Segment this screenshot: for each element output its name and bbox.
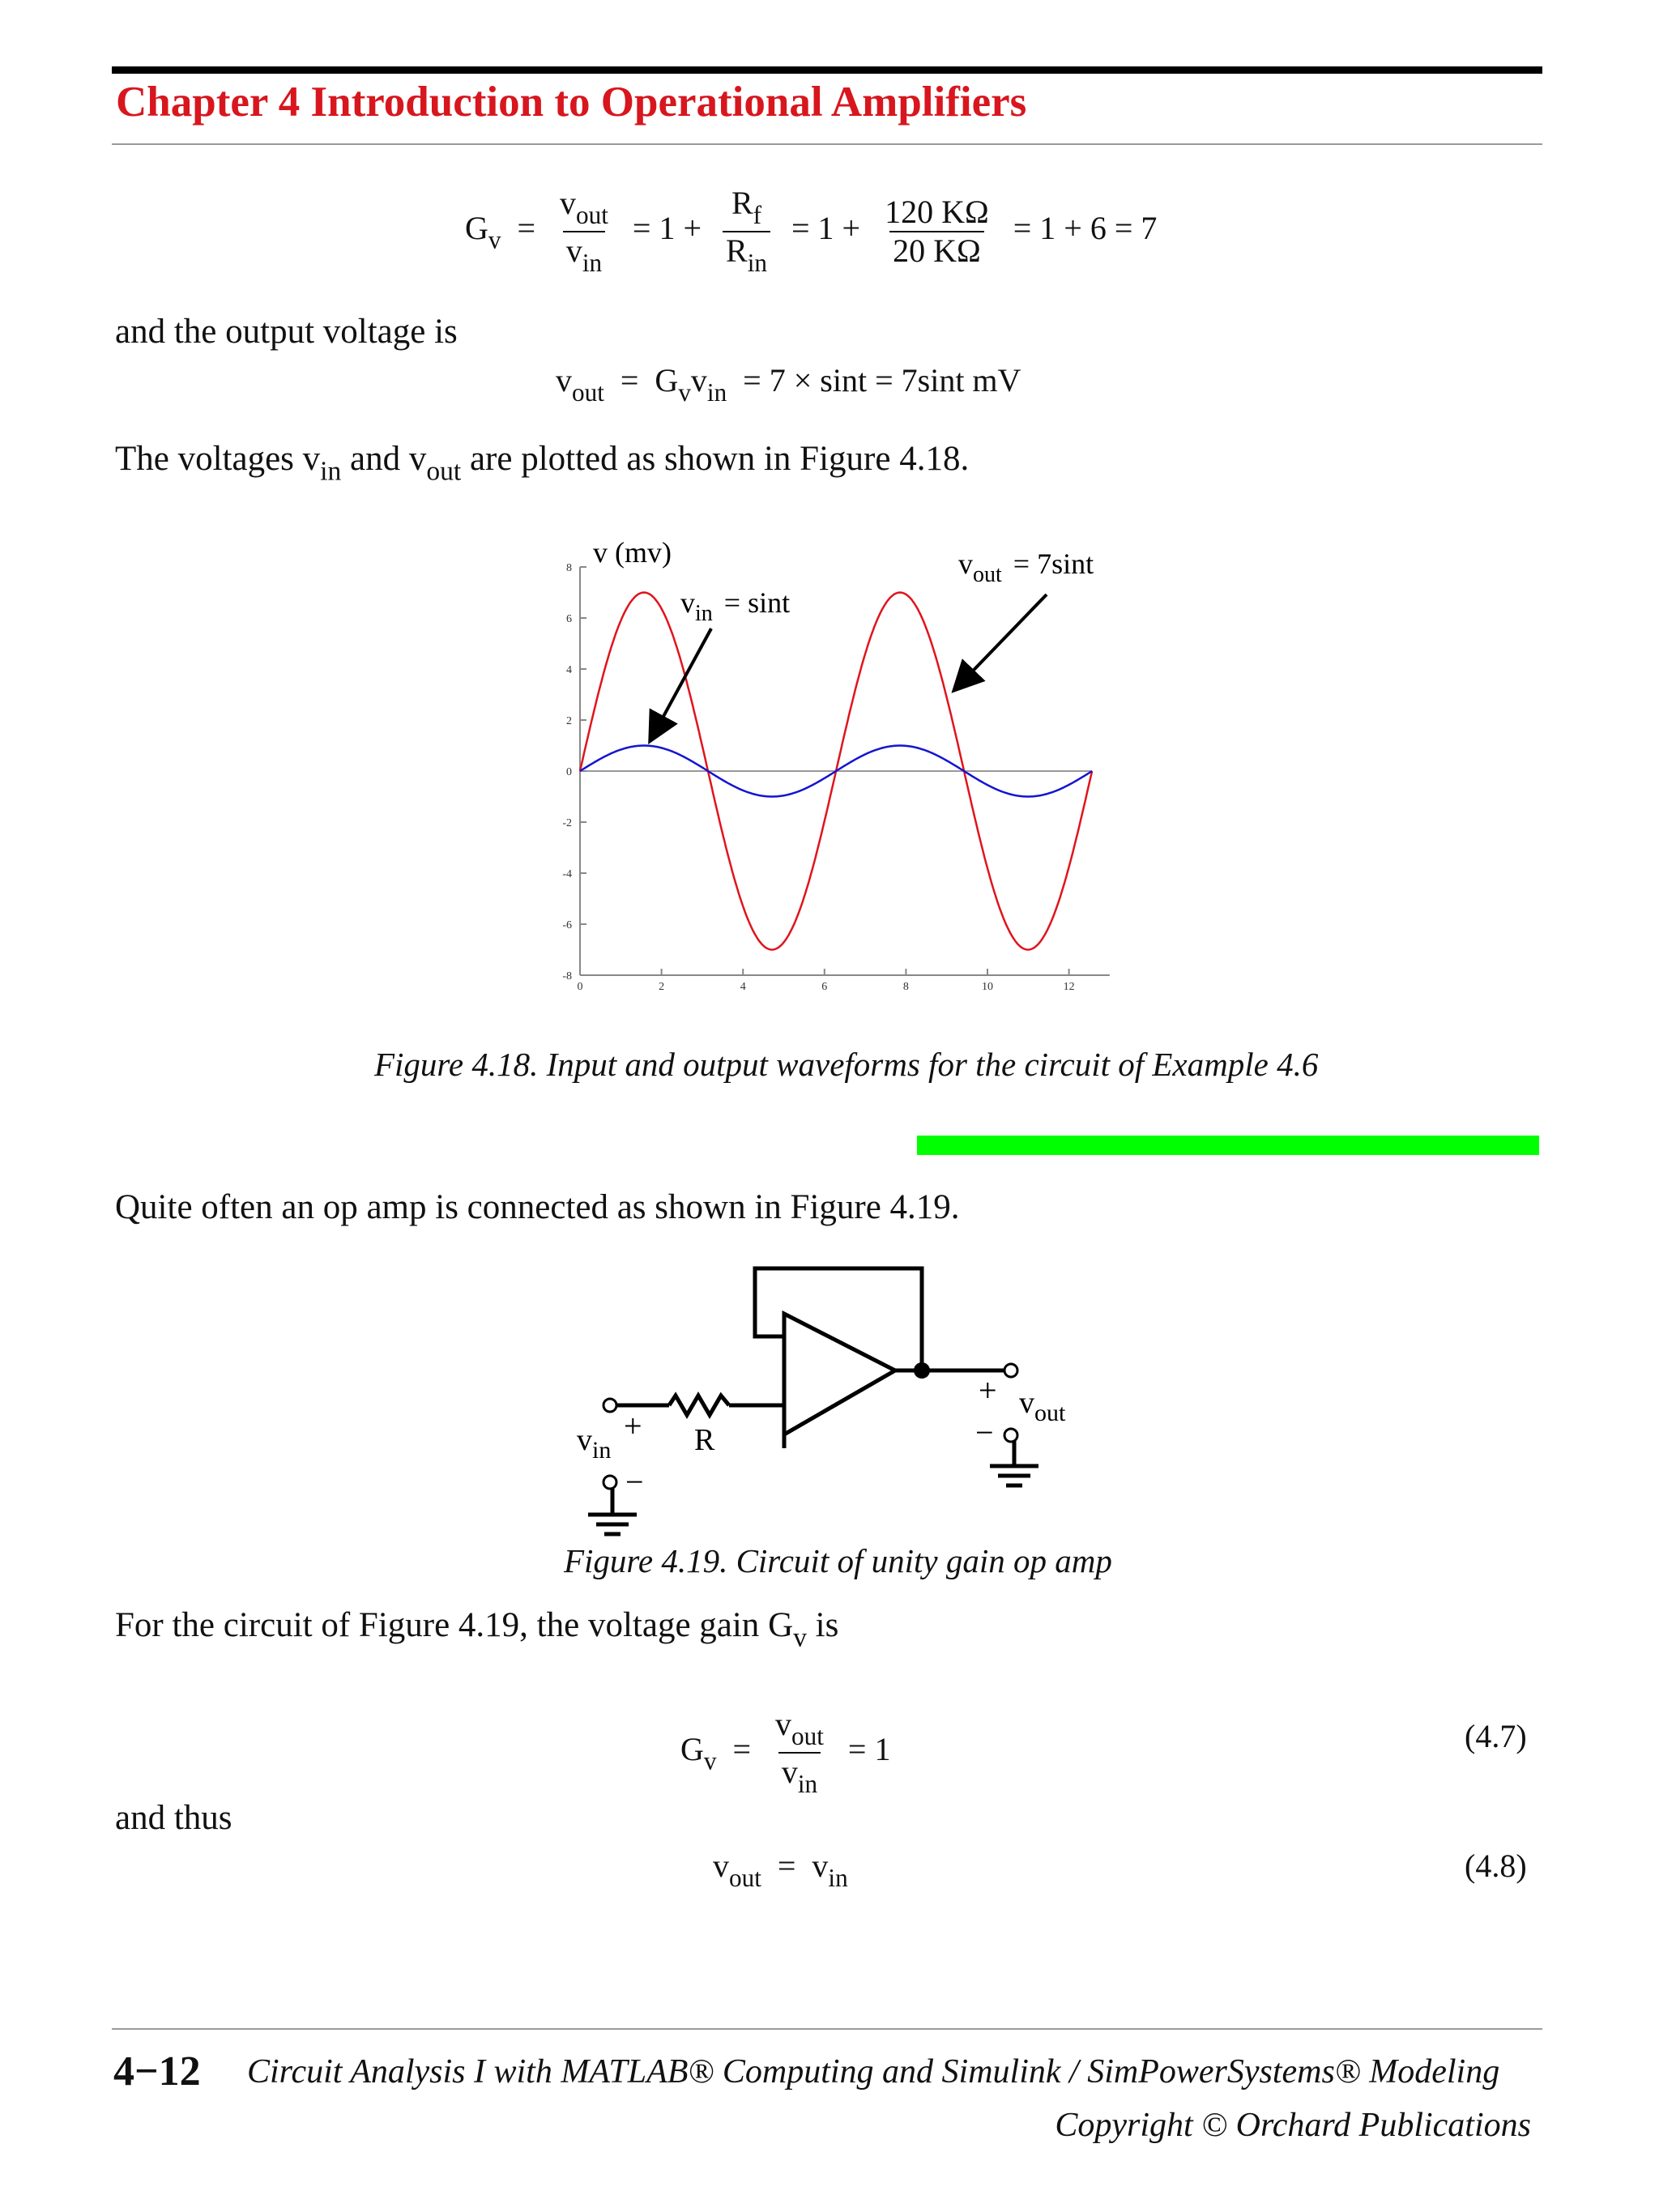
copyright-line: Copyright © Orchard Publications [1055,2107,1531,2144]
vin-minus-terminal [603,1476,616,1489]
vout-series-label: $v_{out} = 7\sin t$ [958,548,1094,587]
output-minus-sign: − [975,1414,994,1451]
y-tick-label: -4 [562,868,572,880]
page-number: 4−12 [113,2048,201,2095]
vin-series-label: $v_{in} = \sin t$ [680,586,791,626]
vout-calculation-equation: $v_{out} = G_vv_{in} = 7 \times \sin t = 7\sin t$ mV [556,362,1021,407]
chapter-title: Chapter 4 Introduction to Operational Amplifiers [116,79,1027,126]
equation-4-8: $v_{out} = v_{in}$ [713,1848,848,1892]
y-tick-label: -6 [562,919,572,931]
y-axis-label: v (mv) [593,536,672,569]
equation-4-7-number: (4.7) [1465,1718,1527,1754]
resistor-r [669,1396,729,1415]
vin-plus-terminal [603,1399,616,1412]
x-tick-label: 12 [1063,981,1075,993]
gain-calculation-equation: $G_v$ = $\frac{v_{out}}{v_{in}}$ = 1 + $\frac{R_f}{R_{in}}$ = 1 + $\frac{120 K\Omega}{20 K\Omega}$ = 1 + 6 = 7 [465,185,1158,277]
output-plus-sign: + [979,1372,997,1409]
y-tick-label: 2 [566,715,572,727]
x-tick-label: 4 [740,981,746,993]
x-tick-label: 10 [982,981,993,993]
resistor-label: R [694,1423,715,1457]
y-tick-label: -2 [562,817,572,829]
x-tick-label: 8 [902,981,909,993]
figure-4-18-caption: Figure 4.18. Input and output waveforms for the circuit of Example 4.6 [374,1046,1319,1083]
x-tick-label: 0 [577,981,583,993]
y-tick-label: -8 [562,970,572,982]
vout-label: $v_{out}$ [1019,1386,1066,1426]
input-plus-sign: + [624,1408,642,1444]
vout-minus-terminal [1004,1429,1017,1442]
op-amp-triangle [784,1314,895,1434]
and-thus-text: and thus [115,1799,232,1837]
equation-4-8-number: (4.8) [1465,1848,1527,1884]
x-tick-label: 6 [821,981,828,993]
for-circuit-sentence: For the circuit of Figure 4.19, the voltage gain $G_v$ is [115,1606,839,1653]
footer-divider [112,2028,1542,2030]
x-tick-label: 2 [659,981,665,993]
vin-label: $v_{in}$ [577,1423,612,1464]
quite-often-sentence: Quite often an op amp is connected as shown in Figure 4.19. [115,1188,960,1226]
y-tick-label: 4 [566,664,572,676]
output-voltage-intro: and the output voltage is [115,313,458,351]
y-tick-label: 8 [566,562,572,574]
book-title: Circuit Analysis I with MATLAB® Computing and Simulink / SimPowerSystems® Modeling [247,2053,1500,2091]
vout-plus-terminal [1004,1364,1017,1377]
equation-4-7: $G_v$ = $\frac{v_{out}}{v_{in}}$ = 1 [680,1706,891,1798]
input-minus-sign: − [625,1464,644,1500]
plotted-sentence: The voltages $v_{in}$ and $v_{out}$ are plotted as shown in Figure 4.18. [115,440,970,487]
y-tick-label: 6 [566,613,572,625]
y-tick-label: 0 [566,766,572,778]
output-junction-dot [914,1362,930,1379]
figure-4-19-caption: Figure 4.19. Circuit of unity gain op amp [564,1542,1112,1579]
